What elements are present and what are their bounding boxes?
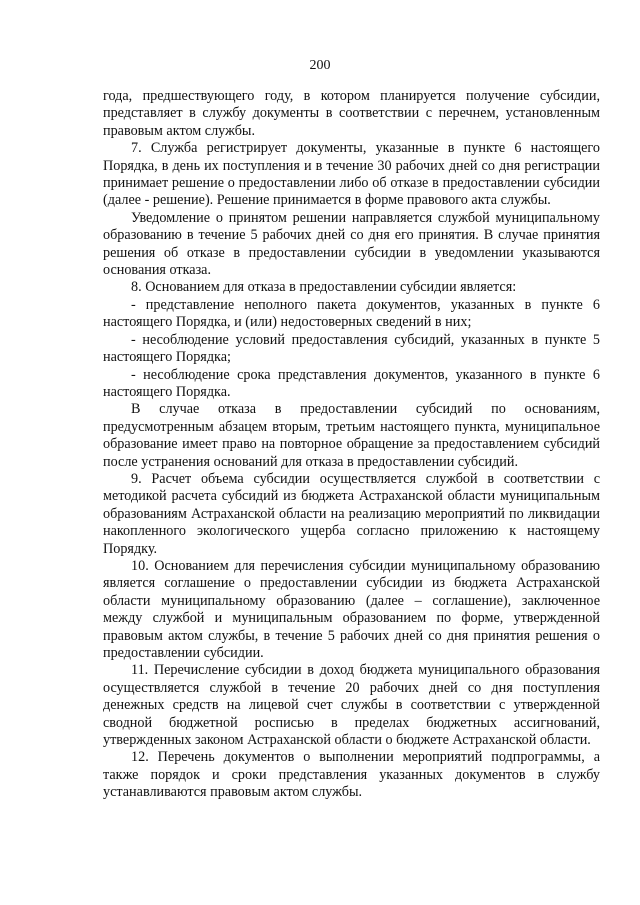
paragraph-refusal-reapply: В случае отказа в предоставлении субсидий по основаниям, предусмотренным абзацем вторым, третьим настоящего пункта, муниципальное образование имеет право на повторное обращение за предоставлением субсидий после устранения оснований для отказа в предоставлении субсидий. — [103, 401, 600, 470]
document-body — [103, 88, 600, 802]
list-item-conditions: - несоблюдение условий предоставления субсидий, указанных в пункте 5 настоящего Порядка; — [103, 331, 600, 366]
paragraph-notification: Уведомление о принятом решении направляется службой муниципальному образованию в течение 5 рабочих дней со дня его принятия. В случае принятия решения об отказе в предоставлении субсидии в уведомлении указываются основания отказа. — [103, 209, 600, 279]
paragraph-continuation: года, предшествующего году, в котором планируется получение субсидии, представляет в службу документы в соответствии с перечнем, установленным правовым актом службы. — [103, 88, 600, 139]
list-item-deadline: - несоблюдение срока представления документов, указанного в пункте 6 настоящего Порядка. — [103, 366, 600, 400]
paragraph-10: 10. Основанием для перечисления субсидии муниципальному образованию является соглашение о предоставлении субсидии из бюджета Астраханской области муниципальному образованию (далее – соглашение), заключенное между службой и муниципальным образованием по форме, утвержденной правовым актом службы, в течение 5 рабочих дней со дня принятия решения о предоставлении субсидии. — [103, 557, 600, 661]
paragraph-11: 11. Перечисление субсидии в доход бюджета муниципального образования осуществляется службой в течение 20 рабочих дней со дня поступления денежных средств на лицевой счет службы в соответствии с утвержденной сводной бюджетной росписью в пределах бюджетных ассигнований, утвержденных законом Астраханской области о бюджете Астраханской области. — [103, 662, 600, 749]
paragraph-12: 12. Перечень документов о выполнении мероприятий подпрограммы, а также порядок и сроки представления указанных документов в службу устанавливаются правовым актом службы. — [103, 749, 600, 801]
page-number: 200 — [309, 58, 331, 73]
paragraph-7: 7. Служба регистрирует документы, указанные в пункте 6 настоящего Порядка, в день их поступления и в течение 30 рабочих дней со дня регистрации принимает решение о предоставлении либо об отказе в предоставлении субсидии (далее - решение). Решение принимается в форме правового акта службы. — [103, 140, 600, 209]
list-item-incomplete-documents: - представление неполного пакета документов, указанных в пункте 6 настоящего Порядка, и (или) недостоверных сведений в них; — [103, 296, 600, 331]
paragraph-9: 9. Расчет объема субсидии осуществляется службой в соответствии с методикой расчета субсидий из бюджета Астраханской области муниципальным образованиям Астраханской области на реализацию мероприятий по ликвидации накопленного экологического ущерба согласно приложению к настоящему Порядку. — [103, 470, 600, 557]
paragraph-8: 8. Основанием для отказа в предоставлении субсидии является: — [131, 279, 517, 296]
